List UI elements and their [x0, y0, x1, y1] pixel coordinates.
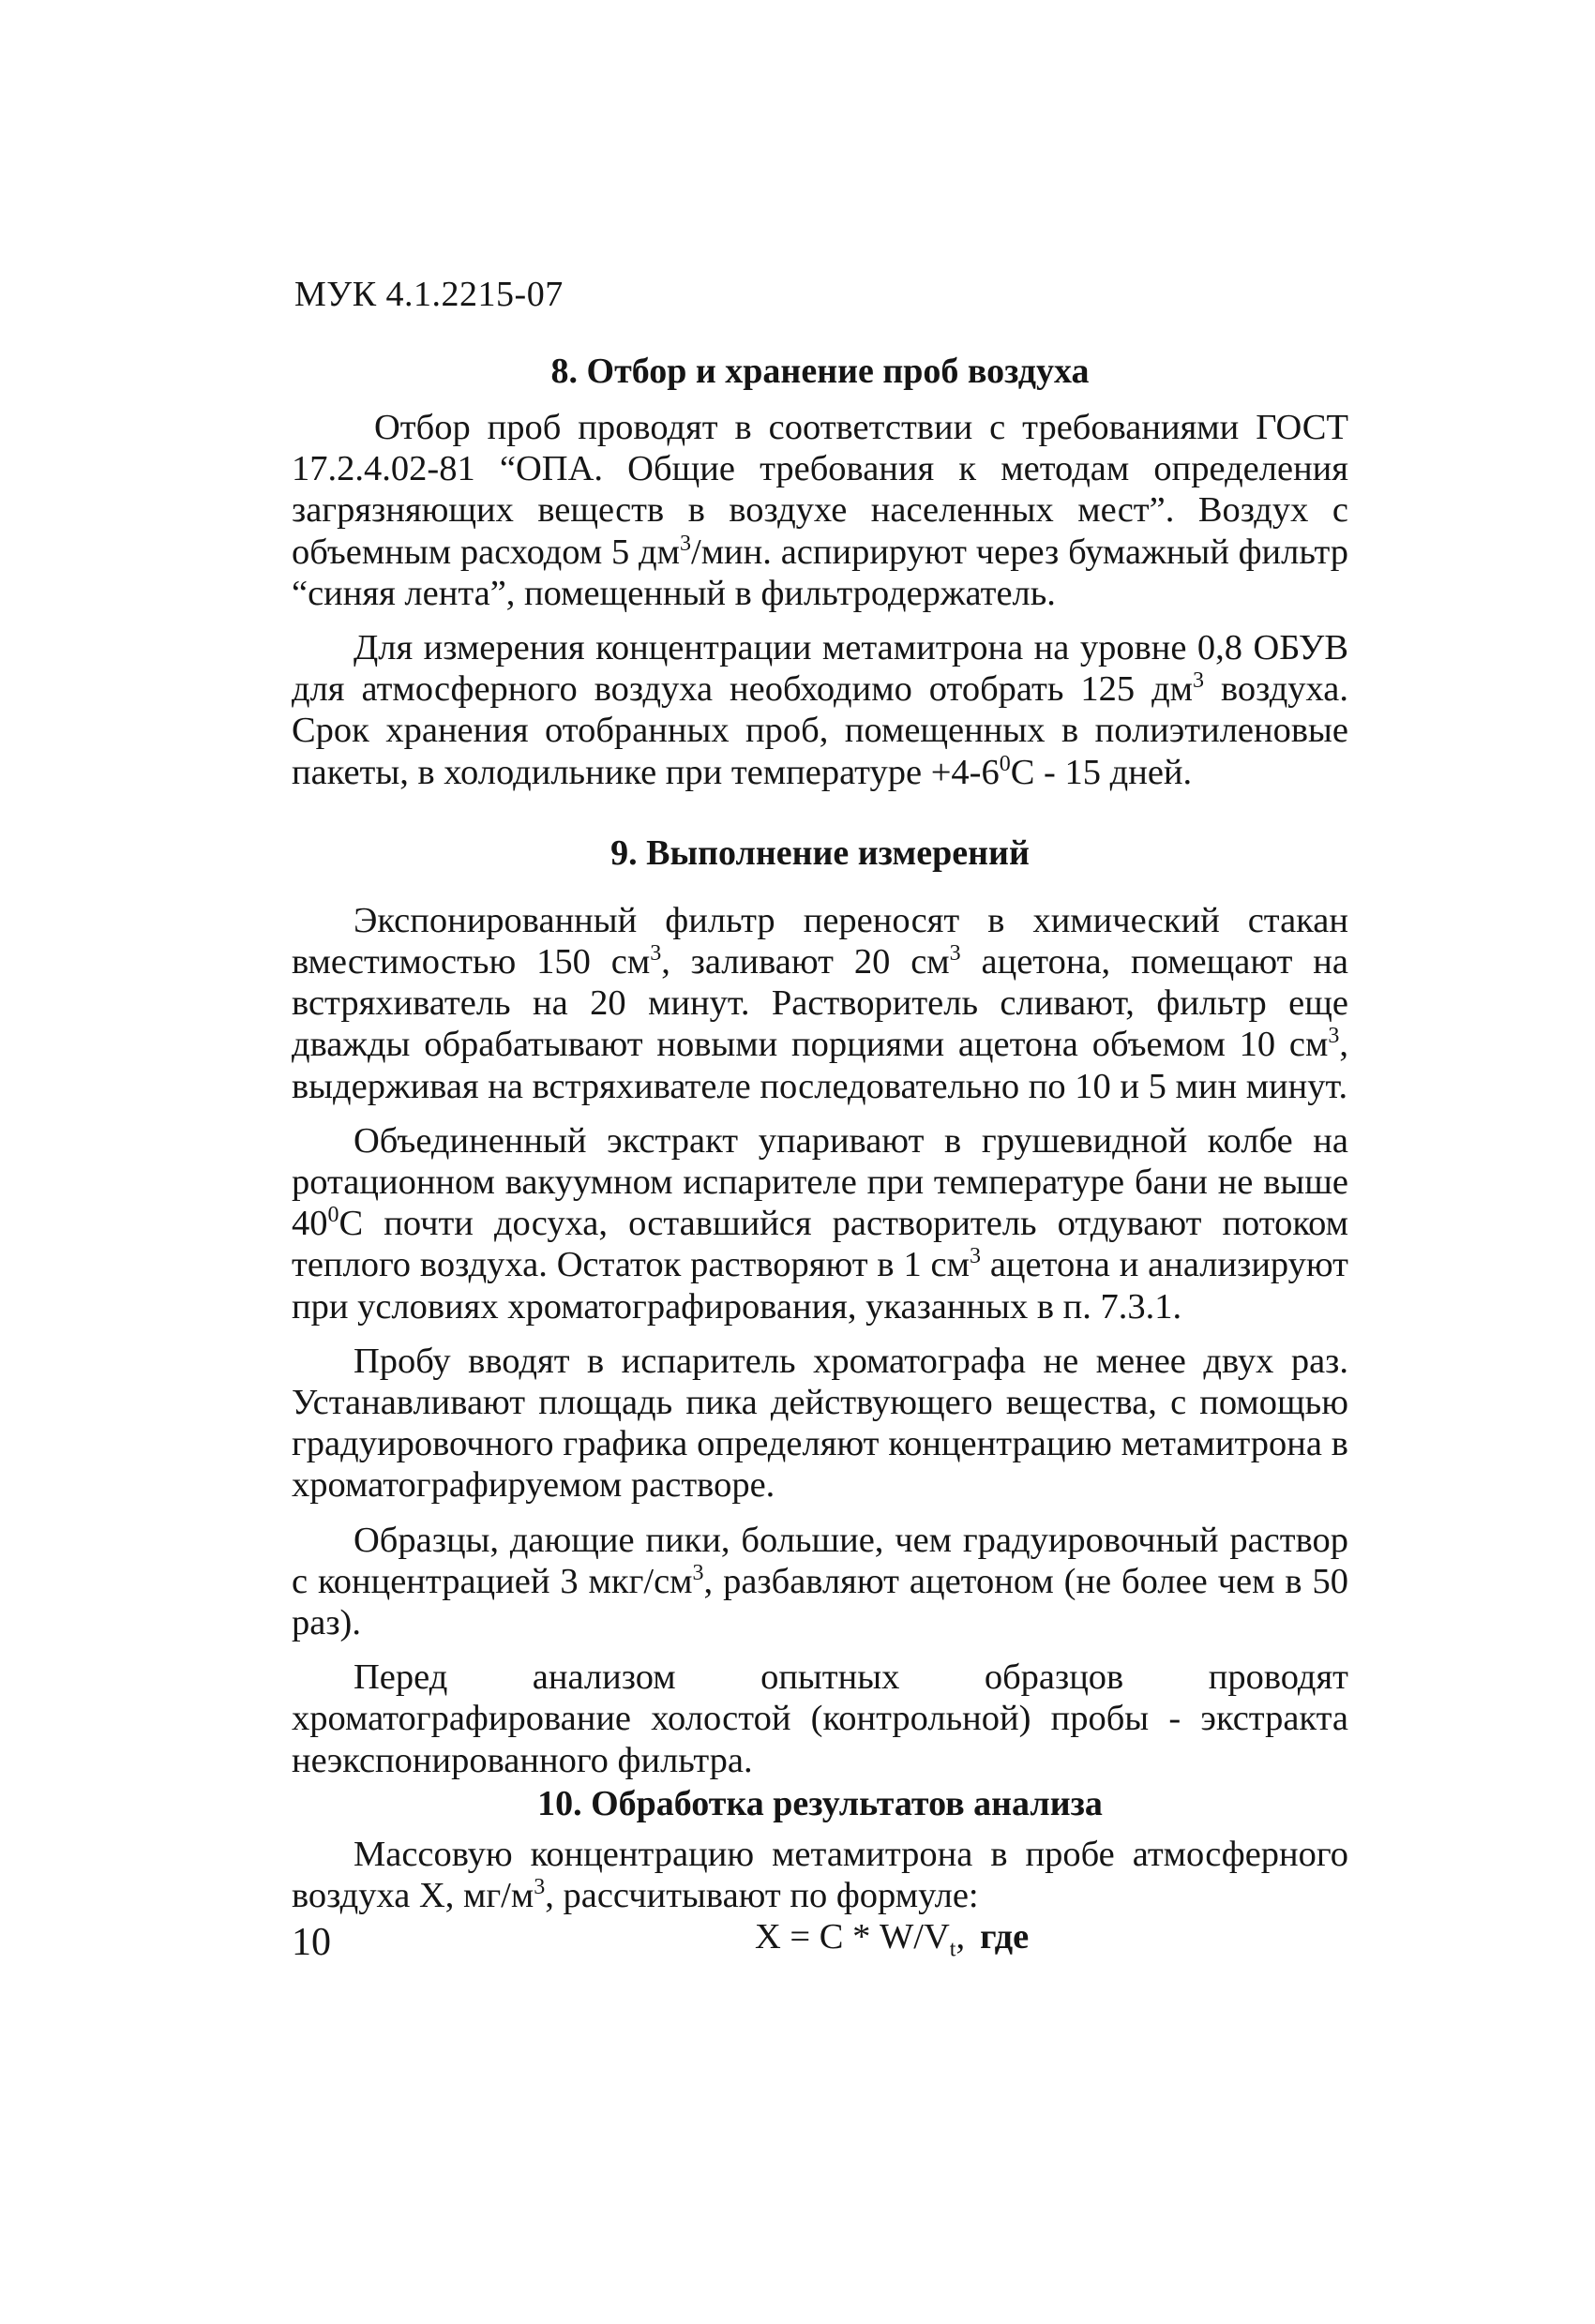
superscript: 3 [1328, 1024, 1340, 1049]
superscript: 3 [534, 1875, 546, 1900]
section-8-heading: 8. Отбор и хранение проб воздуха [550, 352, 1090, 391]
superscript: 3 [680, 531, 691, 556]
formula-subscript: t [949, 1937, 956, 1962]
paragraph-dilution: Образцы, дающие пики, большие, чем градуировочный раствор с концентрацией 3 мкг/$см^3$, разбавляют ацетоном (не более чем в 50 раз). [292, 1520, 1349, 1643]
superscript: 0 [999, 751, 1011, 776]
section-10 [292, 1781, 1348, 1962]
section-9-heading: 9. Выполнение измерений [610, 832, 1030, 873]
section-9 [292, 831, 1348, 1781]
paragraph-blank-sample: Перед анализом опытных образцов проводят хроматографирование холостой (контрольной) пробы - экстракта неэкспонированного фильтра. [292, 1657, 1348, 1780]
paragraph-evaporation: Объединенный экстракт упаривают в грушевидной колбе на ротационном вакуумном испарителе при температуре бани не выше $40^0С$ почти досуха, оставшийся растворитель отдувают потоком теплого воздуха. Остаток растворяют в 1 $см^3$ ацетона и анализируют при условиях хроматографирования, указанных в п. 7.3.1. [292, 1120, 1348, 1327]
formula: $Х = С * W/V_t$, где [755, 1917, 1030, 1962]
formula-where: где [980, 1917, 1030, 1957]
section-8 [292, 349, 1348, 793]
paragraph-sampling-requirements: Отбор проб проводят в соответствии с требованиями ГОСТ 17.2.4.02-81 “ОПА. Общие требования к методам определения загрязняющих веществ в воздухе населенных мест”. Воздух с объемным расходом 5 $дм^3$/мин. аспирируют через бумажный фильтр “синяя лента”, помещенный в фильтродержатель. [292, 408, 1348, 613]
page-content [292, 349, 1349, 1962]
section-10-heading: 10. Обработка результатов анализа [537, 1783, 1103, 1823]
document-code: МУК 4.1.2215-07 [294, 275, 564, 314]
page-number: 10 [292, 1921, 331, 1964]
paragraph-extraction: Экспонированный фильтр переносят в химический стакан вместимостью 150 $см^3$, заливают 20 $см^3$ ацетона, помещают на встряхиватель на 20 минут. Растворитель сливают, фильтр еще дважды обрабатывают новыми порциями ацетона объемом 10 $см^3$, выдерживая на встряхивателе последовательно по 10 и 5 мин минут. [292, 900, 1348, 1106]
formula-expression: Х = С * W/V [755, 1917, 950, 1957]
superscript: 3 [1193, 668, 1205, 694]
superscript: 3 [650, 941, 662, 967]
paragraph-sampling-volume: Для измерения концентрации метамитрона на уровне 0,8 ОБУВ для атмосферного воздуха необходимо отобрать 125 $дм^3$ воздуха. Срок хранения отобранных проб, помещенных в полиэтиленовые пакеты, в холодильнике при температуре $+4-6^0С - 15$ дней. [292, 628, 1348, 792]
superscript: 3 [949, 941, 961, 967]
superscript: 3 [692, 1561, 704, 1586]
superscript: 3 [970, 1244, 981, 1269]
paragraph-mass-concentration: Массовую концентрацию метамитрона в пробе атмосферного воздуха Х, $мг/м^3$, рассчитывают по формуле: [292, 1834, 1348, 1916]
superscript: 0 [327, 1203, 339, 1228]
paragraph-injection: Пробу вводят в испаритель хроматографа не менее двух раз. Устанавливают площадь пика действующего вещества, с помощью градуировочного графика определяют концентрацию метамитрона в хроматографируемом растворе. [292, 1341, 1348, 1506]
